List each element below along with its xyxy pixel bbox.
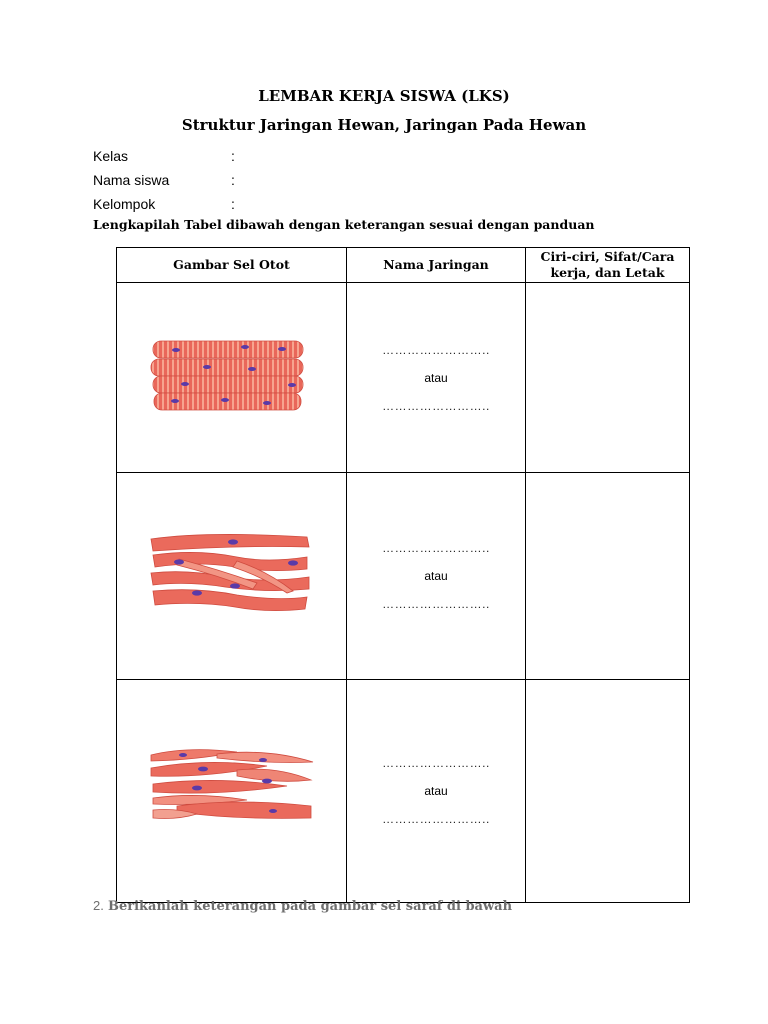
field-label: Kelompok: [93, 196, 156, 212]
field-kelompok: [93, 194, 235, 214]
name-cell: [347, 283, 526, 473]
header-nama: Nama Jaringan: [347, 248, 526, 283]
blank-line: ……………………..: [382, 597, 490, 611]
table-row: [117, 680, 690, 903]
blank-line: ……………………..: [382, 342, 490, 357]
page-title: LEMBAR KERJA SISWA (LKS): [258, 87, 510, 105]
field-label: Nama siswa: [93, 172, 170, 188]
atau-label: atau: [424, 370, 448, 385]
table-row: [117, 283, 690, 473]
field-label: Kelas: [93, 148, 129, 164]
header-gambar: Gambar Sel Otot: [117, 248, 347, 283]
name-cell: [347, 680, 526, 903]
field-separator: :: [231, 196, 235, 212]
blank-line: ……………………..: [382, 541, 490, 555]
instruction-text: Lengkapilah Tabel dibawah dengan keterangan sesuai dengan panduan: [93, 217, 595, 232]
cardiac-fibers: [151, 534, 309, 610]
atau-label: atau: [424, 784, 448, 798]
smooth-muscle-illustration: [117, 680, 345, 898]
table-row: [117, 473, 690, 680]
field-kelas: [93, 146, 235, 166]
answer-cell[interactable]: [526, 283, 690, 473]
image-cell: [117, 473, 347, 680]
smooth-fibers: [151, 750, 313, 819]
question-2: [93, 898, 512, 914]
field-separator: :: [231, 172, 235, 188]
field-separator: :: [231, 148, 235, 164]
field-nama-siswa: [93, 170, 235, 190]
answer-cell[interactable]: [526, 473, 690, 680]
question-number: 2.: [93, 898, 104, 913]
atau-label: atau: [424, 569, 448, 583]
table-header-row: [117, 248, 690, 283]
skeletal-muscle-illustration: [117, 283, 345, 468]
blank-line: ……………………..: [382, 812, 490, 826]
blank-line: ……………………..: [382, 756, 490, 770]
page-subtitle: Struktur Jaringan Hewan, Jaringan Pada Hewan: [181, 116, 587, 134]
answer-cell[interactable]: [526, 680, 690, 903]
image-cell: [117, 680, 347, 903]
worksheet-table: [116, 247, 690, 903]
name-cell: [347, 473, 526, 680]
blank-line: ……………………..: [382, 398, 490, 413]
question-text: Berikanlah keterangan pada gambar sel saraf di bawah: [107, 899, 513, 914]
image-cell: [117, 283, 347, 473]
cardiac-muscle-illustration: [117, 473, 345, 675]
header-ciri: Ciri-ciri, Sifat/Cara kerja, dan Letak: [526, 248, 690, 283]
